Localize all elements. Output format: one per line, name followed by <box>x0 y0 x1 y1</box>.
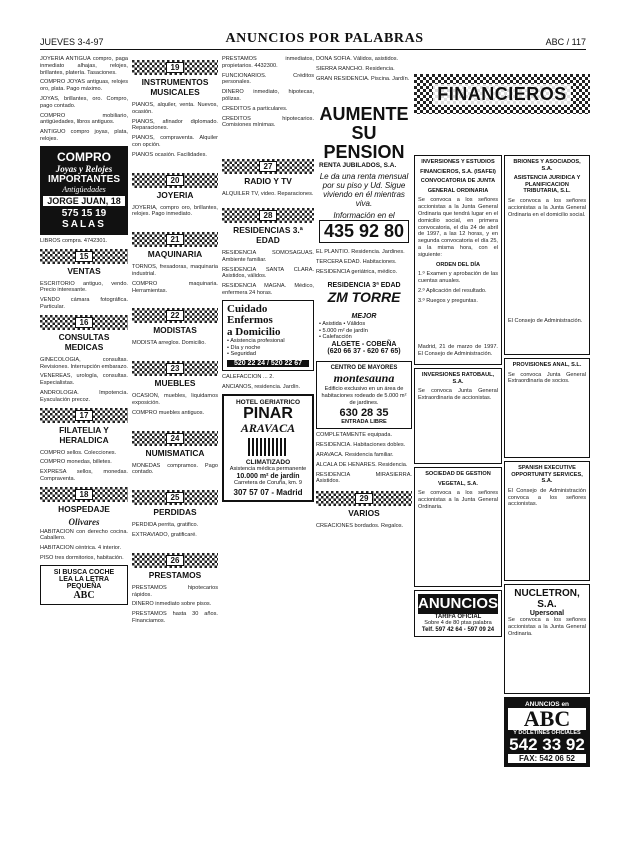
ad: EXTRAVIADO, gratificaré. <box>132 531 197 538</box>
ad: PISO tres dormitorios, habitación. <box>40 554 124 561</box>
section-number: 23 <box>132 361 218 376</box>
montesauna-ad: CENTRO DE MAYORES montesauna Edificio exclusivo en un área de habitaciones rodeado de 5.000 m² de jardines. 630 28 35 ENTRADA LIBRE <box>316 361 412 429</box>
hotel-logo-icon <box>248 438 288 456</box>
ad: PIANOS, alquiler, venta. Nuevos, ocasión. <box>132 102 218 115</box>
torre-mejor-ad: RESIDENCIA 3ª EDAD ZM TORRE MEJOR • Asistida • Válidos • 5.000 m² de jardín • Calefacción ALGETE - COBEÑA (620 66 37 - 620 67 65) <box>319 281 401 356</box>
ad: TORNOS, fresadoras, maquinaria industrial. <box>132 264 218 277</box>
nucletron-convocatoria: NUCLETRON, S.A. Upersonal Se convoca a los señores accionistas a la Junta General Ordinaria. <box>504 584 590 694</box>
ad: GINECOLOGIA, consultas. Revisiones. Interrupción embarazo. <box>40 356 128 370</box>
ad: VENDO cámara fotográfica. Particular. <box>40 297 128 310</box>
column-6 <box>504 152 590 856</box>
header-date: JUEVES 3-4-97 <box>40 37 104 47</box>
column-3 <box>222 56 314 856</box>
spanish-executive-convocatoria: SPANISH EXECUTIVE OPPORTUNITY SERVICES, S.A. El Consejo de Administración convoca a los señores accionistas. <box>504 461 590 581</box>
ad: COMPRO muebles antiguos. <box>132 409 205 416</box>
section-title: FILATELIA Y HERALDICA <box>59 424 109 445</box>
section-title: RADIO Y TV <box>244 176 292 187</box>
ad: TERCERA EDAD. Habitaciones. <box>316 259 397 266</box>
financieros-banner: FINANCIEROS <box>414 74 590 114</box>
ad: CREDITOS hipotecarios. Comisiones mínimas. <box>222 115 314 129</box>
section-title: CONSULTAS MEDICAS <box>58 331 110 352</box>
ad: ALCALA DE HENARES. Residencia. <box>316 461 408 468</box>
ad: PIANOS, compraventa. Alquiler con opción. <box>132 135 218 148</box>
ad: PERDIDA perrita, gratifico. <box>132 522 199 529</box>
ad: COMPRO monedas, billetes. <box>40 459 112 466</box>
ad: DOÑA SOFIA. Válidos, asistidos. <box>316 56 399 62</box>
ad: HABITACION con derecho cocina. Caballero. <box>40 528 128 542</box>
section-title: JOYERIA <box>156 189 194 200</box>
ad: ESCRITORIO antiguo, vendo. Precio interesante. <box>40 280 128 294</box>
ad: OCASION, muebles, liquidamos exposición. <box>132 393 218 406</box>
ad: ANTIGUO compro joyas, plata, relojes. <box>40 129 128 142</box>
ad: DINERO inmediato sobre pisos. <box>132 601 212 608</box>
section-title: INSTRUMENTOS MUSICALES <box>141 77 209 97</box>
section-number: 17 <box>40 408 128 423</box>
column-4 <box>316 56 412 856</box>
ad: RESIDENCIA. Habitaciones dobles. <box>316 442 406 449</box>
section-title: HOSPEDAJE <box>58 503 110 514</box>
ad: COMPRO mobiliario, antigüedades, libros antiguos. <box>40 112 128 126</box>
section-title: NUMISMATICA <box>145 447 205 458</box>
section-number: 29 <box>316 491 412 506</box>
column-5 <box>414 152 502 856</box>
ratobaul-convocatoria: INVERSIONES RATOBAUL, S.A. Se convoca Junta General Extraordinaria de accionistas. <box>414 368 502 464</box>
section-number: 15 <box>40 249 128 264</box>
section-title: PERDIDAS <box>153 507 197 518</box>
ad: FUNCIONARIOS. Créditos personales. <box>222 72 314 86</box>
ad: RESIDENCIA geriátrica, médico. <box>316 268 398 275</box>
ad: PRESTAMOS hasta 30 años. Financiamos. <box>132 611 218 624</box>
section-number: 21 <box>132 232 218 247</box>
ad: COMPRO JOYAS antiguas, relojes oro, plata. Pago máximo. <box>40 79 128 93</box>
ad: EL PLANTIO. Residencia. Jardines. <box>316 249 405 256</box>
aumente-pension-ad: AUMENTE SU PENSION RENTA JUBILADOS, S.A. Le da una renta mensual por su piso y Ud. Sigue viviendo en él mientras viva. Información en el 435 92 80 <box>319 104 409 242</box>
section-number: 18 <box>40 487 128 502</box>
briones-convocatoria: BRIONES Y ASOCIADOS, S.A. ASISTENCIA JURIDICA Y PLANIFICACION TRIBUTARIA, S.L. Se convoca a los señores accionistas a la Junta General Ordinaria en el domicilio social. El Consejo de Administración. <box>504 155 590 355</box>
compro-joyas-ad: COMPRO Joyas y Relojes IMPORTANTES Antigüedades JORGE JUAN, 18 575 15 19 SALAS <box>40 146 128 235</box>
ad: PRESTAMOS hipotecarios rápidos. <box>132 584 218 598</box>
ad: VENEREAS, urología, consultas. Especialistas. <box>40 373 128 387</box>
ad: Olivares <box>68 516 100 527</box>
ad: DINERO inmediato, hipotecas, pólizas. <box>222 89 314 102</box>
isafei-convocatoria: INVERSIONES Y ESTUDIOS FINANCIEROS, S.A. (ISAFEI) CONVOCATORIA DE JUNTA GENERAL ORDINARIA Se convoca a los señores accionistas a la Junta General Ordinaria que tendrá lugar en el domicilio social, en primera convocatoria, el día 24 de abril de 1997, a las 12 horas, y en segunda convocatoria el día 25, a la misma hora, con el siguiente: ORDEN DEL DÍA 1.º Examen y aprobación de las cuentas anuales. 2.º Aplicación del resultado. 3.º Ruegos y preguntas. Madrid, 21 de marzo de 1997. El Consejo de Administración. <box>414 155 502 365</box>
ad: EXPRESA sellos, monedas. Compraventa. <box>40 469 128 482</box>
section-number: 19 <box>132 60 218 75</box>
ad: CALEFACCION ... 2. <box>222 374 274 381</box>
ad: MODISTA arreglos. Domicilio. <box>132 340 206 347</box>
hotel-geriatrico-ad: HOTEL GERIATRICO PINAR ARAVACA CLIMATIZADO Asistencia médica permanente 10.000 m² de jardín Carretera de Coruña, km. 9 307 57 07 - Madrid <box>222 394 314 503</box>
ad: GRAN RESIDENCIA. Piscina. Jardín. <box>316 75 410 82</box>
ad: LIBROS compra. 4742301. <box>40 237 108 244</box>
section-number: 16 <box>40 315 128 330</box>
ad: COMPRO sellos. Colecciones. <box>40 449 117 456</box>
column-1 <box>40 56 128 856</box>
ad: ALQUILER TV, video. Reparaciones. <box>222 191 314 198</box>
abc-anuncios-ad: ANUNCIOS en ABC Y DOLETINES OFICIALES 542 33 92 FAX: 542 06 52 <box>504 697 590 767</box>
ad: HABITACION céntrica. 4 interior. <box>40 545 122 552</box>
header-title: ANUNCIOS POR PALABRAS <box>225 31 424 46</box>
ad: RESIDENCIA MAGNA. Médico, enfermera 24 horas. <box>222 283 314 296</box>
ad: PIANOS ocasión. Facilidades. <box>132 151 207 158</box>
ad: JOYERIA, compro oro, brillantes, relojes. Pago inmediato. <box>132 204 218 218</box>
section-number: 28 <box>222 208 314 223</box>
anuncios-tarifa-ad: ANUNCIOS TARIFA OFICIAL Sobre 4 de 80 ptas palabra Telf. 597 42 64 - 597 09 24 <box>414 590 502 637</box>
section-title: MUEBLES <box>154 378 196 389</box>
columns <box>40 56 588 856</box>
provisiones-anal-convocatoria: PROVISIONES ANAL, S.L. Se convoca Junta General Extraordinaria de socios. <box>504 358 590 458</box>
ad: SIERRA RANCHO. Residencia. <box>316 65 395 72</box>
ad: MONEDAS compramos. Pago contado. <box>132 462 218 476</box>
ad: ARAVACA. Residencia familiar. <box>316 451 394 458</box>
ad: CREACIONES bordados. Regalos. <box>316 523 404 530</box>
header-page: ABC / 117 <box>545 37 586 47</box>
section-title: MAQUINARIA <box>147 249 203 260</box>
ad: PIANOS, afinador diplomado. Reparaciones. <box>132 118 218 132</box>
cuidado-enfermos-ad: Cuidado Enfermos a Domicilio • Asistencia profesional • Día y noche • Seguridad 520 22 24 / 520 22 67 <box>222 300 314 371</box>
section-number: 25 <box>132 490 218 505</box>
section-number: 27 <box>222 159 314 174</box>
busca-coche-ad: SI BUSCA COCHE LEA LA LETRA PEQUEÑA ABC <box>40 565 128 605</box>
ad: PRESTAMOS inmediatos, propietarios. 4432300. <box>222 56 314 69</box>
section-title: VENTAS <box>67 265 101 276</box>
sociedad-gestion-convocatoria: SOCIEDAD DE GESTION VEGETAL, S.A. Se convoca a los señores accionistas a la Junta General Ordinaria. <box>414 467 502 587</box>
ad: COMPLETAMENTE equipada. <box>316 432 393 439</box>
section-number: 24 <box>132 431 218 446</box>
section-number: 20 <box>132 173 218 188</box>
ad: RESIDENCIA SANTA CLARA. Asistidos, válidos. <box>222 266 314 280</box>
section-title: VARIOS <box>348 508 380 519</box>
ad: RESIDENCIA SOMOSAGUAS. Ambiente familiar. <box>222 249 314 263</box>
ad: COMPRO maquinaria. Herramientas. <box>132 280 218 294</box>
ad: RESIDENCIA MIRASIERRA. Asistidos. <box>316 471 412 485</box>
column-2 <box>132 56 218 856</box>
section-title: PRESTAMOS <box>148 569 202 580</box>
ad: JOYAS, brillantes, oro. Compro, pago contado. <box>40 95 128 109</box>
ad: ANCIANOS, residencia. Jardín. <box>222 383 301 390</box>
page-header <box>40 30 586 50</box>
section-number: 26 <box>132 553 218 568</box>
section-title: RESIDENCIAS 3.ª EDAD <box>233 224 303 245</box>
ad: JOYERIA ANTIGUA compro, paga inmediato alhajas, relojes, brillantes, platería. Tasaciones. <box>40 56 128 76</box>
ad: ANDROLOGIA. Impotencia. Eyaculación precoz. <box>40 389 128 403</box>
section-title: MODISTAS <box>153 325 197 336</box>
ad: CREDITOS a particulares. <box>222 105 288 112</box>
section-number: 22 <box>132 308 218 323</box>
